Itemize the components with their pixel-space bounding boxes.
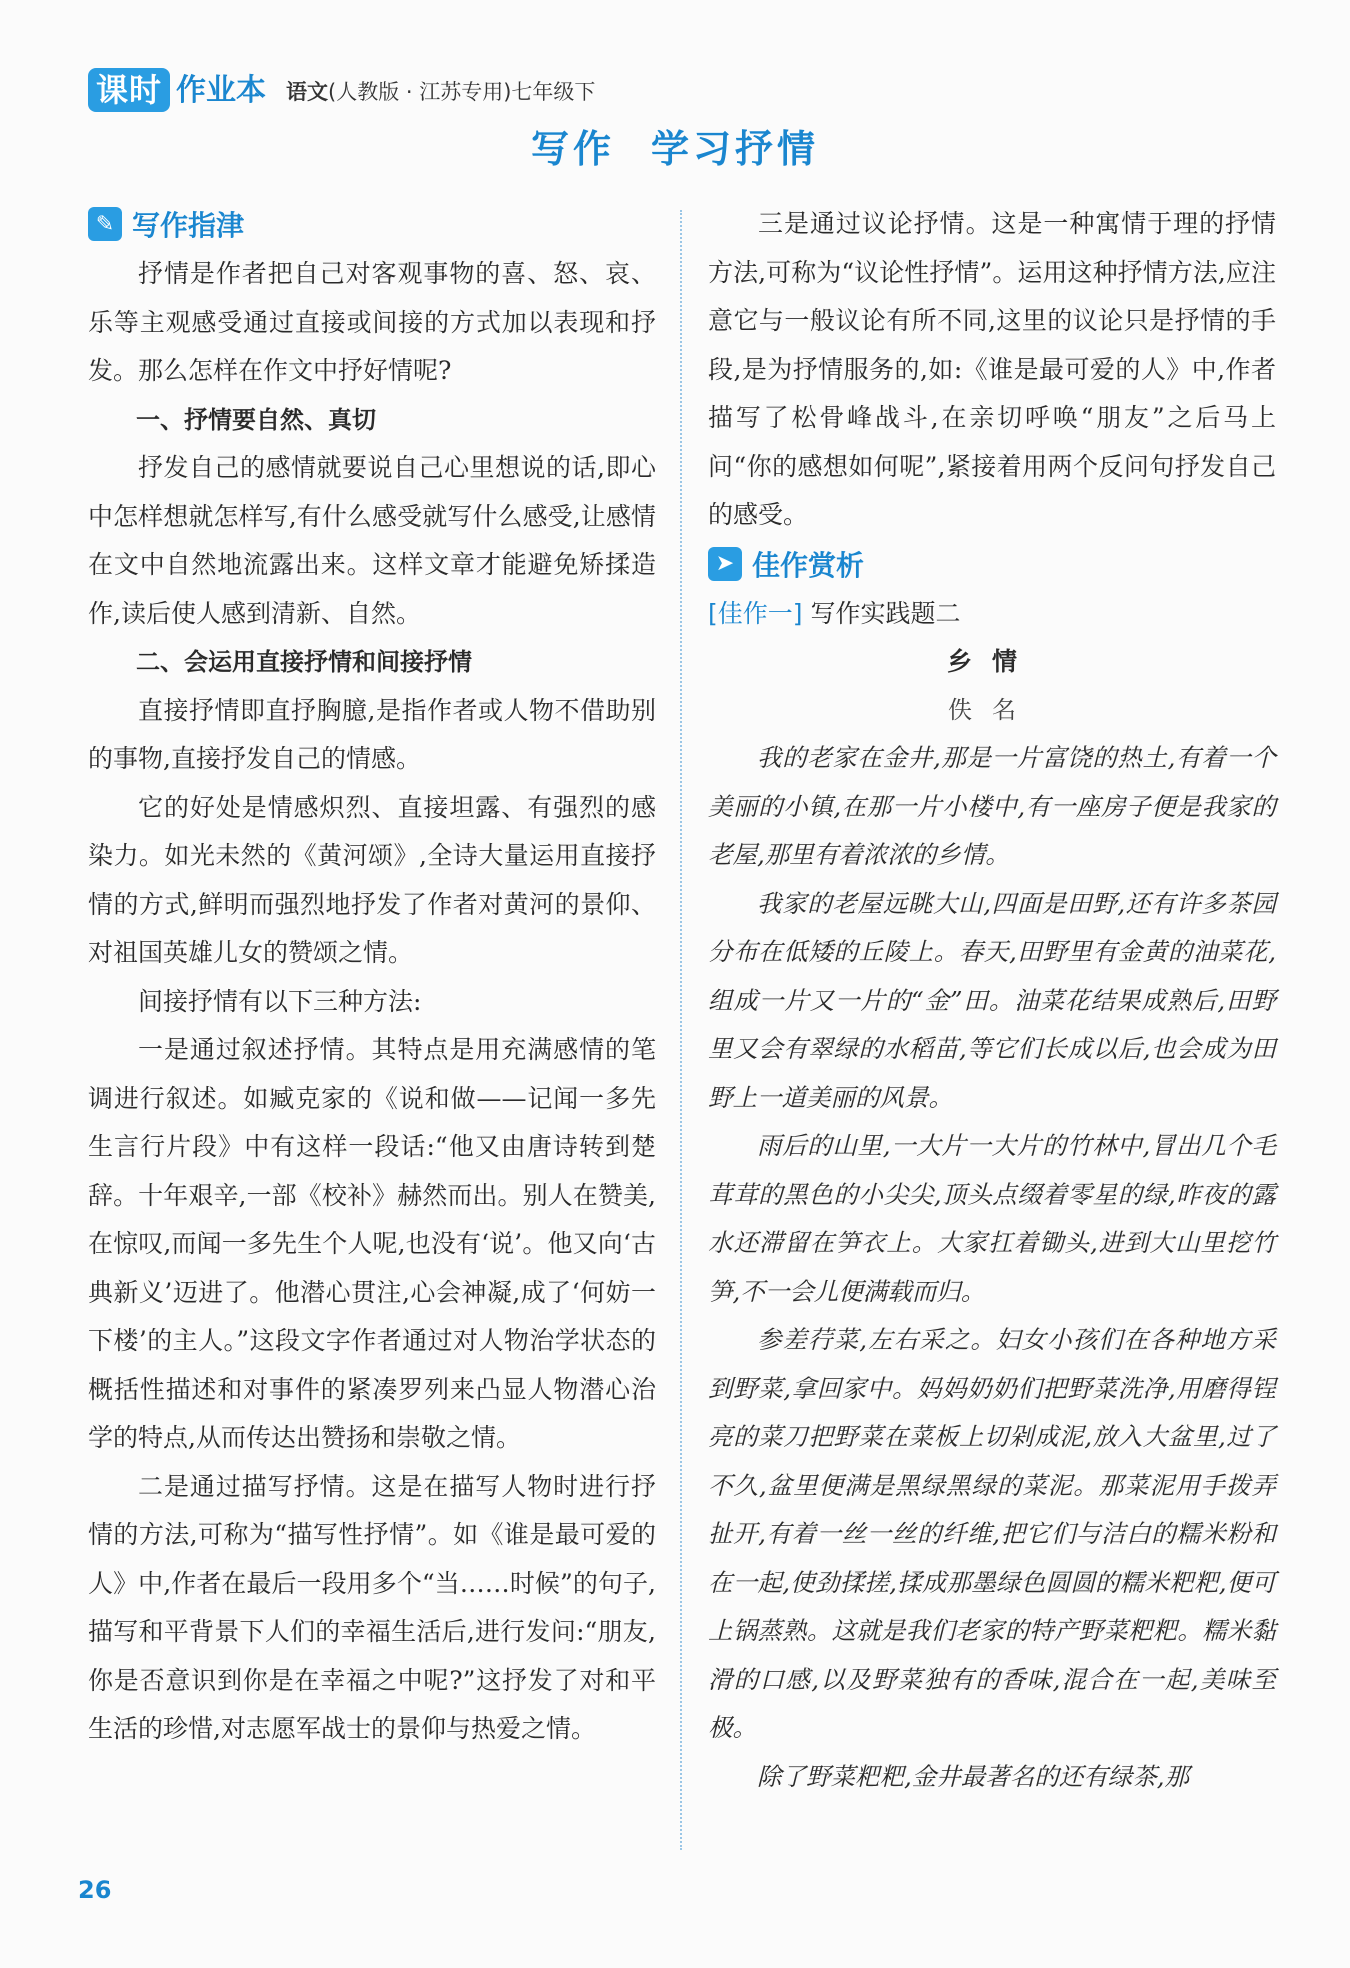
essay-paragraph: 除了野菜粑粑,金井最著名的还有绿茶,那	[757, 1761, 1190, 1791]
paragraph: 三是通过议论抒情。这是一种寓情于理的抒情方法,可称为“议论性抒情”。运用这种抒情方法,应注意它与一般议论有所不同,这里的议论只是抒情的手段,是为抒情服务的,如:《谁是最可爱的人》中,作者描写了松骨峰战斗,在亲切呼唤“朋友”之后马上问“你的感想如何呢”,紧接着用两个反问句抒发自己的感受。	[708, 209, 1276, 529]
title-part-2: 学习抒情	[651, 127, 820, 171]
essay-title: 乡情	[946, 647, 1037, 676]
right-column	[708, 200, 1276, 1801]
essay-paragraph: 雨后的山里,一大片一大片的竹林中,冒出几个毛茸茸的黑色的小尖尖,顶头点缀着零星的绿,昨夜的露水还滞留在笋衣上。大家扛着锄头,进到大山里挖竹笋,不一会儿便满载而归。	[708, 1131, 1276, 1306]
section-title: 佳作赏析	[752, 548, 865, 582]
page-number: 26	[78, 1876, 112, 1904]
page-title	[0, 118, 1350, 173]
header	[88, 56, 595, 112]
paragraph: 抒情是作者把自己对客观事物的喜、怒、哀、乐等主观感受通过直接或间接的方式加以表现和抒发。那么怎样在作文中抒好情呢?	[88, 259, 656, 385]
section-title: 写作指津	[132, 209, 245, 242]
subheading: 二、会运用直接抒情和间接抒情	[136, 648, 472, 676]
paragraph: 间接抒情有以下三种方法:	[138, 986, 422, 1016]
paragraph: 抒发自己的感情就要说自己心里想说的话,即心中怎样想就怎样写,有什么感受就写什么感受,让感情在文中自然地流露出来。这样文章才能避免矫揉造作,读后使人感到清新、自然。	[88, 453, 656, 628]
paragraph: 它的好处是情感炽烈、直接坦露、有强烈的感染力。如光未然的《黄河颂》,全诗大量运用直接抒情的方式,鲜明而强烈地抒发了作者对黄河的景仰、对祖国英雄儿女的赞颂之情。	[88, 792, 656, 967]
book-info	[286, 72, 595, 112]
edition-label: (人教版 · 江苏专用)七年级下	[328, 80, 596, 104]
paragraph: 二是通过描写抒情。这是在描写人物时进行抒情的方法,可称为“描写性抒情”。如《谁是最可爱的人》中,作者在最后一段用多个“当……时候”的句子,描写和平背景下人们的幸福生活后,进行发问:“朋友,你是否意识到你是在幸福之中呢?”这抒发了对和平生活的珍惜,对志愿军战士的景仰与热爱之情。	[88, 1471, 656, 1743]
column-divider	[680, 210, 682, 1850]
paragraph: 直接抒情即直抒胸臆,是指作者或人物不借助别的事物,直接抒发自己的情感。	[88, 695, 656, 773]
title-part-1: 写作	[530, 127, 615, 171]
paragraph: 一是通过叙述抒情。其特点是用充满感情的笔调进行叙述。如臧克家的《说和做——记闻一多先生言行片段》中有这样一段话:“他又由唐诗转到楚辞。十年艰辛,一部《校补》赫然而出。别人在赞美,在惊叹,而闻一多先生个人呢,也没有‘说’。他又向‘古典新义’迈进了。他潜心贯注,心会神凝,成了‘何妨一下楼’的主人。”这段文字作者通过对人物治学状态的概括性描述和对事件的紧凑罗列来凸显人物潜心治学的特点,从而传达出赞扬和崇敬之情。	[88, 1035, 656, 1452]
paper-plane-icon: ➤	[708, 547, 742, 581]
essay-author: 佚名	[948, 696, 1036, 724]
section-header-appreciation	[708, 540, 1276, 588]
essay-paragraph: 我的老家在金井,那是一片富饶的热土,有着一个美丽的小镇,在那一片小楼中,有一座房子便是我家的老屋,那里有着浓浓的乡情。	[708, 743, 1276, 869]
essay-tag-text: 写作实践题二	[810, 598, 961, 628]
essay-tag-line	[708, 590, 1276, 639]
subheading: 一、抒情要自然、真切	[136, 405, 376, 434]
essay-paragraph: 我家的老屋远眺大山,四面是田野,还有许多茶园分布在低矮的丘陵上。春天,田野里有金黄的油菜花,组成一片又一片的“金”田。油菜花结果成熟后,田野里又会有翠绿的水稻苗,等它们长成以后,也会成为田野上一道美丽的风景。	[708, 888, 1276, 1112]
pen-icon: ✎	[88, 207, 122, 241]
essay-tag: [佳作一]	[708, 598, 803, 628]
left-column	[88, 200, 656, 1754]
section-header-guide	[88, 200, 656, 248]
essay-paragraph: 参差荇菜,左右采之。妇女小孩们在各种地方采到野菜,拿回家中。妈妈奶奶们把野菜洗净,用磨得锃亮的菜刀把野菜在菜板上切剁成泥,放入大盆里,过了不久,盆里便满是黑绿黑绿的菜泥。那菜泥用手拨弄扯开,有着一丝一丝的纤维,把它们与洁白的糯米粉和在一起,使劲揉搓,揉成那墨绿色圆圆的糯米粑粑,便可上锅蒸熟。这就是我们老家的特产野菜粑粑。糯米黏滑的口感,以及野菜独有的香味,混合在一起,美味至极。	[708, 1325, 1276, 1742]
brand-name: 作业本	[176, 73, 267, 108]
subject-label: 语文	[286, 80, 329, 104]
brand-logo: 课时	[88, 68, 170, 112]
